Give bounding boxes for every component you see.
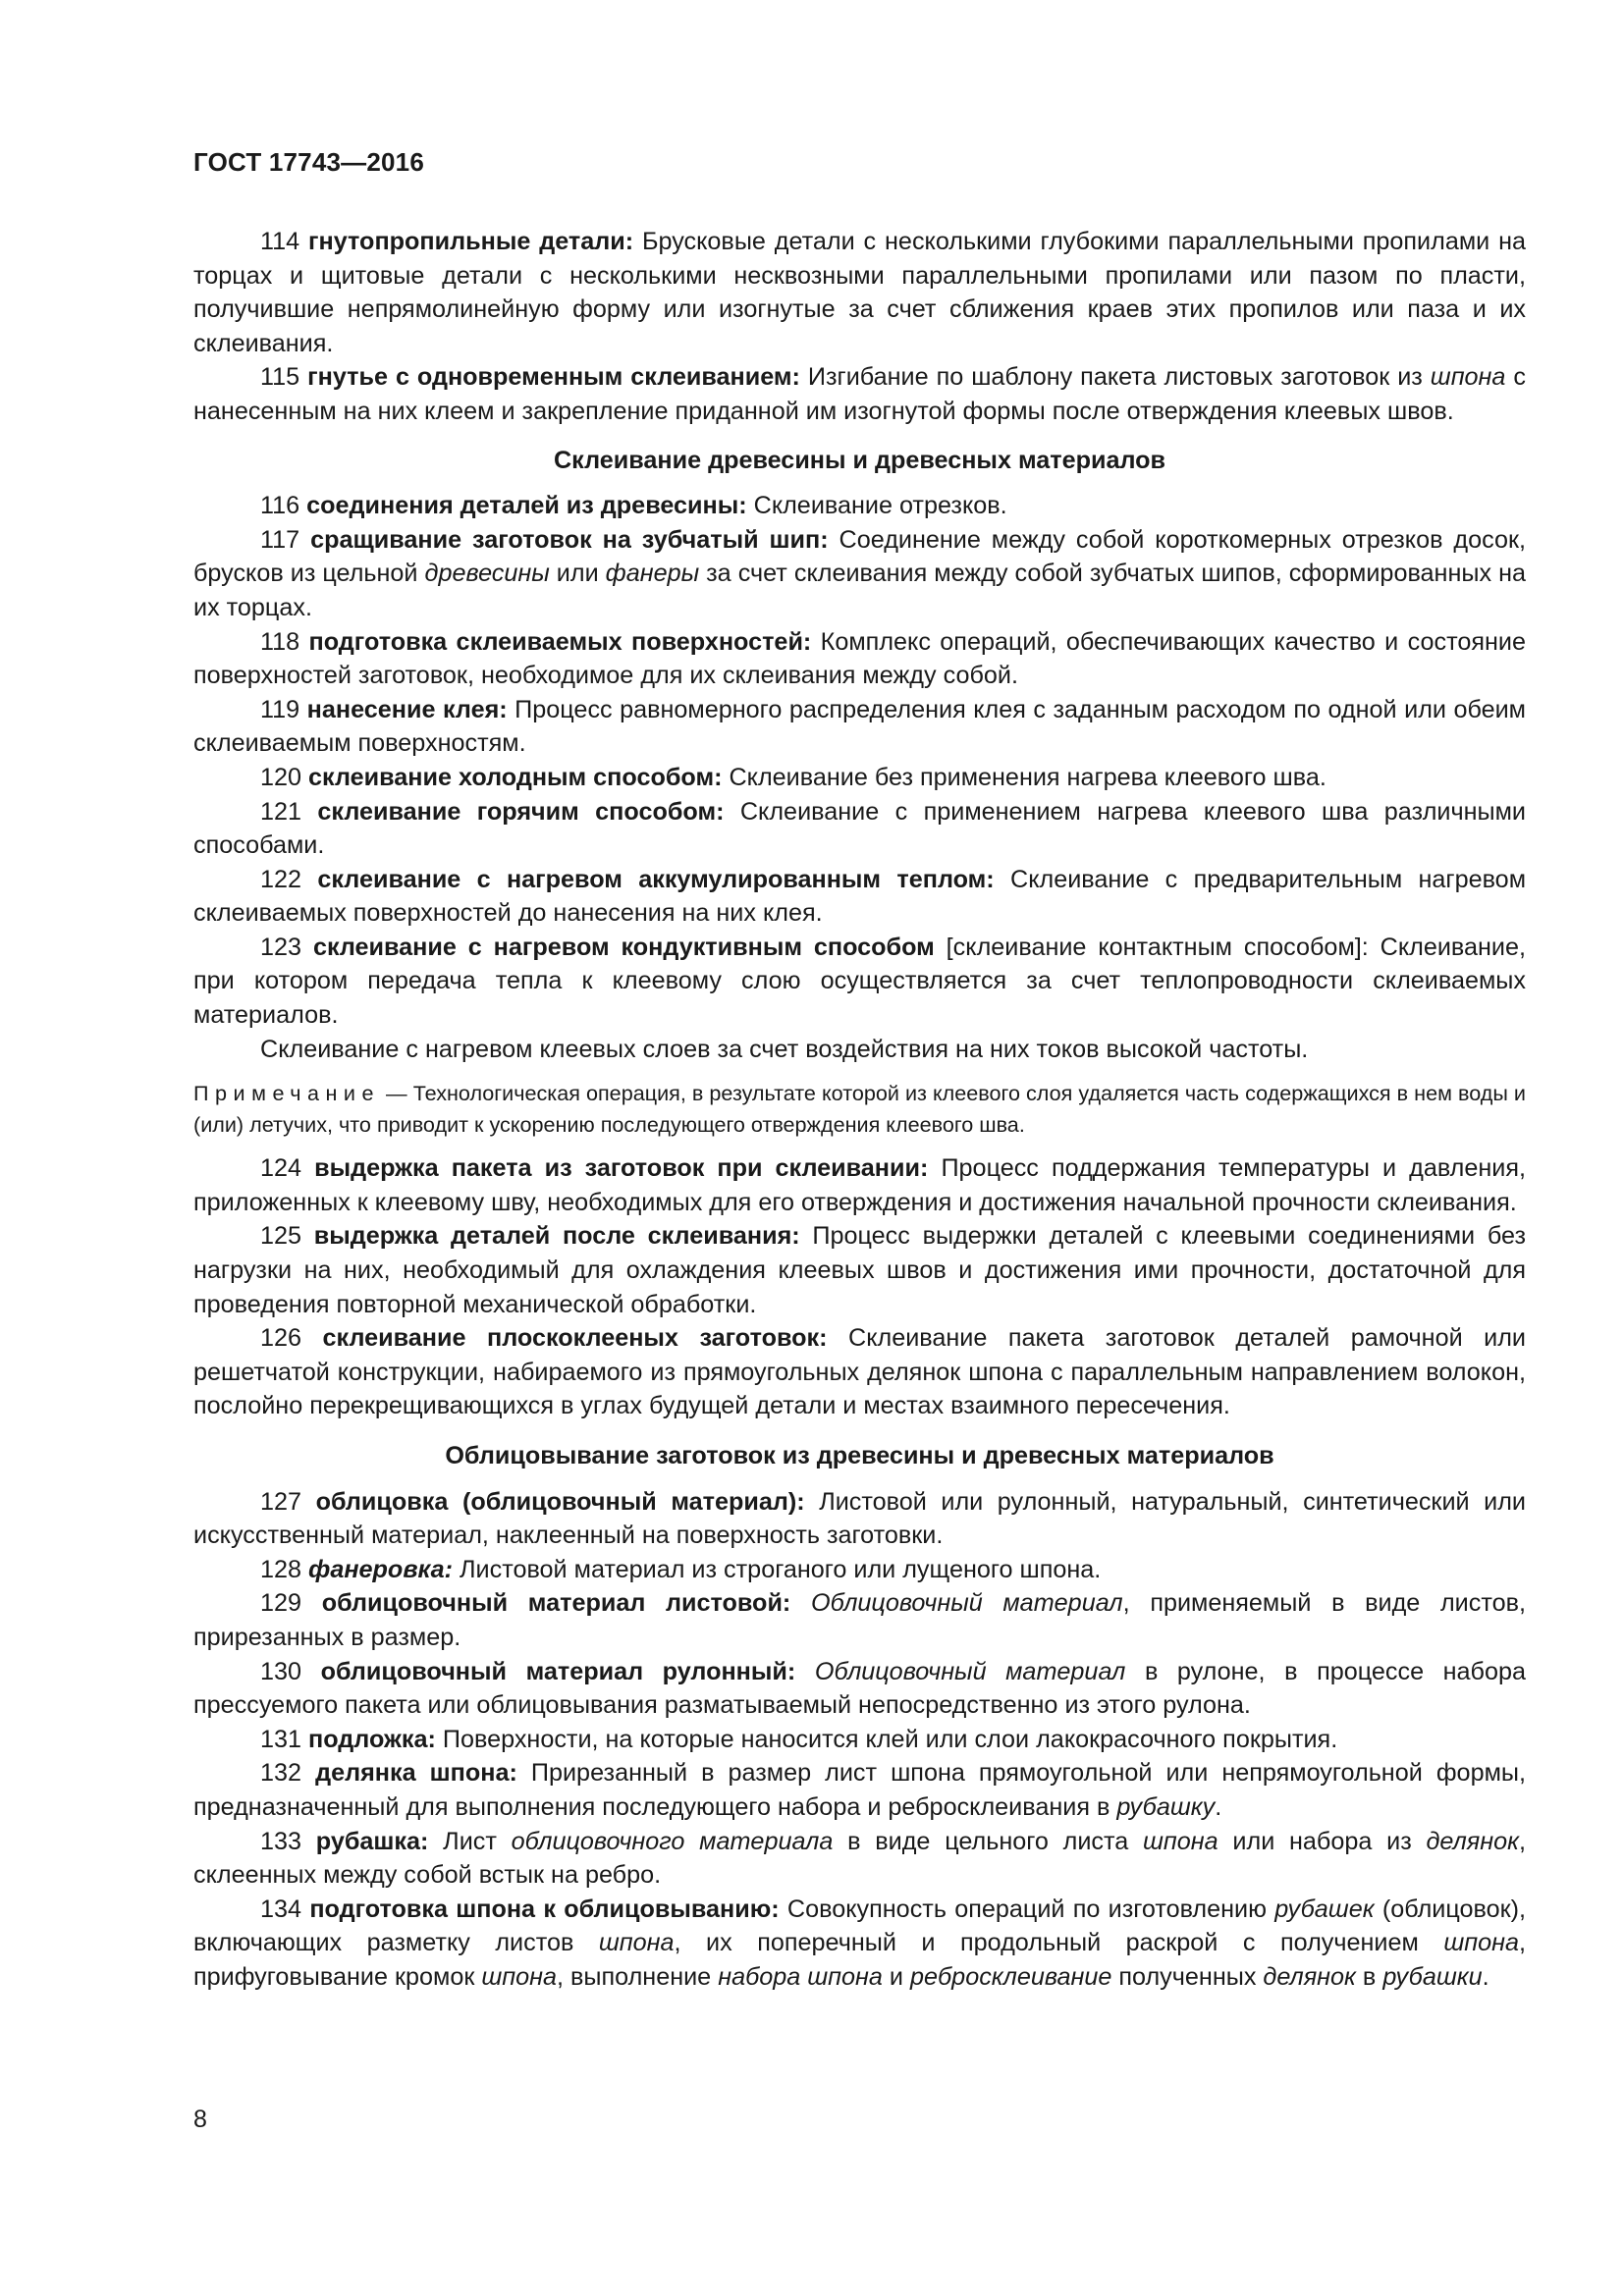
- term-name: склеивание холодным способом:: [308, 763, 723, 791]
- term-definition: , применяемый в виде листов, прирезанных в размер.: [193, 1589, 1526, 1651]
- term-definition: полученных: [1111, 1962, 1264, 1991]
- term-reference: Облицовочный материал: [814, 1657, 1126, 1685]
- term-number: 119: [260, 695, 300, 723]
- term-definition: Поверхности, на которые наносится клей или слои лакокрасочного покрытия.: [435, 1725, 1338, 1753]
- term-definition: Прирезанный в размер лист шпона прямоугольной или непрямоугольной формы, предназначенный для выполнения последующего набора и ребросклеивания в: [193, 1759, 1526, 1821]
- term-name: нанесение клея:: [306, 695, 508, 723]
- term-entry-118: [193, 625, 1526, 693]
- term-entry-119: [193, 693, 1526, 761]
- term-reference: рубашки: [1382, 1962, 1483, 1991]
- term-entry-131: [193, 1723, 1526, 1757]
- term-definition: .: [1215, 1792, 1222, 1821]
- term-number: 121: [260, 797, 302, 826]
- term-reference: рубашек: [1274, 1895, 1375, 1923]
- term-definition: Процесс выдержки деталей с клеевыми соединениями без нагрузки на них, необходимый для охлаждения клеевых швов и достижения ими прочности, достаточной для проведения повторной механической обработки.: [193, 1222, 1527, 1318]
- term-entry-121: [193, 795, 1526, 863]
- term-entry-126: [193, 1321, 1526, 1423]
- term-definition: и: [882, 1962, 910, 1991]
- term-reference: фанеры: [605, 560, 700, 588]
- term-definition: с нанесенным на них клеем и закрепление приданной им изогнутой формы после отверждения клеевых швов.: [193, 363, 1526, 425]
- term-name: склеивание с нагревом аккумулированным теплом:: [317, 865, 995, 893]
- term-definition: .: [1482, 1962, 1489, 1991]
- term-number: 116: [260, 492, 300, 520]
- term-name: подготовка шпона к облицовыванию:: [309, 1895, 780, 1923]
- page-number: 8: [193, 2106, 207, 2133]
- term-definition: , прифуговывание кромок: [193, 1929, 1526, 1991]
- term-definition: Процесс поддержания температуры и давления, приложенных к клеевому шву, необходимых для его отверждения и достижения начальной прочности склеивания.: [193, 1154, 1526, 1216]
- term-entry-115: [193, 360, 1526, 428]
- term-definition: Листовой материал из строганого или лущеного шпона.: [453, 1555, 1102, 1583]
- term-number: 128: [260, 1555, 302, 1583]
- term-definition: Склеивание с предварительным нагревом склеиваемых поверхностей до нанесения на них клея.: [193, 865, 1527, 928]
- term-name: гнутопропильные детали:: [308, 228, 634, 255]
- term-name: выдержка деталей после склеивания:: [313, 1222, 800, 1251]
- term-number: 120: [260, 763, 302, 791]
- term-reference: шпона: [481, 1962, 558, 1991]
- term-entry-133: [193, 1825, 1526, 1893]
- term-reference: шпона: [1143, 1827, 1218, 1855]
- term-definition: , склеенных между собой встык на ребро.: [193, 1827, 1527, 1890]
- term-reference: рубашку: [1116, 1792, 1216, 1821]
- term-definition: [склеивание контактным способом]: Склеивание, при котором передача тепла к клеевому слою осуществляется за счет теплопроводности склеиваемых материалов.: [193, 933, 1527, 1030]
- term-name: облицовочный материал рулонный:: [320, 1657, 796, 1685]
- term-entry-114: [193, 225, 1526, 360]
- term-reference: облицовочного материала: [511, 1827, 834, 1855]
- term-entry-120: [193, 761, 1526, 795]
- term-number: 130: [260, 1657, 302, 1685]
- term-definition: Комплекс операций, обеспечивающих качество и состояние поверхностей заготовок, необходимое для их склеивания между собой.: [193, 627, 1526, 690]
- term-definition: Склеивание пакета заготовок деталей рамочной или решетчатой конструкции, набираемого из прямоугольных делянок шпона с параллельным направлением волокон, послойно перекрещивающихся в углах будущей детали и местах взаимного пересечения.: [193, 1324, 1526, 1420]
- term-entry-128: [193, 1553, 1526, 1587]
- term-number: 127: [260, 1487, 302, 1516]
- term-definition: Листовой или рулонный, натуральный, синтетический или искусственный материал, наклеенный на поверхность заготовки.: [193, 1487, 1526, 1550]
- note-label: Примечание: [193, 1081, 380, 1106]
- term-entry-117: [193, 523, 1526, 625]
- term-reference: ребросклеивание: [910, 1962, 1112, 1991]
- term-entry-123: [193, 931, 1526, 1033]
- term-definition: [790, 1589, 811, 1617]
- term-number: 118: [260, 627, 300, 656]
- term-reference: шпона: [1443, 1929, 1519, 1957]
- term-definition: Изгибание по шаблону пакета листовых заготовок из: [799, 363, 1431, 392]
- term-definition: или набора из: [1218, 1827, 1427, 1855]
- term-number: 133: [260, 1827, 302, 1855]
- term-number: 123: [260, 933, 302, 961]
- term-definition: [795, 1658, 815, 1685]
- term-entry-129: [193, 1586, 1526, 1654]
- term-entry-124: [193, 1151, 1526, 1219]
- term-entry-130: [193, 1655, 1526, 1723]
- term-definition: Склеивание с применением нагрева клеевого шва различными способами.: [193, 797, 1526, 860]
- term-name: выдержка пакета из заготовок при склеивании:: [314, 1154, 929, 1183]
- term-reference: шпона: [598, 1929, 675, 1957]
- term-number: 131: [260, 1725, 302, 1753]
- term-definition: Склеивание без применения нагрева клеевого шва.: [722, 763, 1326, 791]
- term-number: 129: [260, 1589, 302, 1618]
- term-entry-127: [193, 1485, 1526, 1553]
- term-name: фанеровка:: [308, 1555, 453, 1583]
- term-definition: или: [549, 560, 606, 588]
- term-definition: в виде цельного листа: [833, 1827, 1144, 1855]
- term-number: 124: [260, 1154, 302, 1183]
- term-definition: в: [1355, 1962, 1383, 1991]
- paragraph: Склеивание с нагревом клеевых слоев за счет воздействия на них токов высокой частоты.: [260, 1035, 1309, 1063]
- note-text: — Технологическая операция, в результате которой из клеевого слоя удаляется часть содержащихся в нем воды и (или) летучих, что приводит к ускорению последующего отверждения клеевого шва.: [193, 1081, 1526, 1137]
- term-name: сращивание заготовок на зубчатый шип:: [310, 525, 829, 554]
- note: [193, 1078, 1526, 1140]
- term-definition: Совокупность операций по изготовлению: [779, 1895, 1275, 1923]
- term-definition: (облицовок), включающих разметку листов: [193, 1895, 1527, 1957]
- term-definition: за счет склеивания между собой зубчатых шипов, сформированных на их торцах.: [193, 560, 1526, 621]
- term-definition: в рулоне, в процессе набора прессуемого пакета или облицовывания разматываемый непосредственно из этого рулона.: [193, 1657, 1527, 1720]
- term-definition: , их поперечный и продольный раскрой с получением: [674, 1929, 1444, 1957]
- term-number: 126: [260, 1324, 302, 1353]
- term-definition: Процесс равномерного распределения клея с заданным расходом по одной или обеим склеиваемым поверхностям.: [193, 695, 1526, 758]
- section-heading: Склеивание древесины и древесных материалов: [553, 446, 1166, 474]
- term-number: 115: [260, 363, 300, 392]
- section-heading: Облицовывание заготовок из древесины и древесных материалов: [445, 1442, 1274, 1469]
- term-definition: , выполнение: [557, 1962, 719, 1991]
- term-name: подготовка склеиваемых поверхностей:: [308, 627, 812, 656]
- document-body: [193, 225, 1526, 1995]
- term-name: делянка шпона:: [315, 1759, 517, 1788]
- term-entry-134: [193, 1893, 1526, 1995]
- term-reference: Облицовочный материал: [811, 1589, 1123, 1618]
- term-number: 132: [260, 1759, 302, 1788]
- term-definition: Склеивание отрезков.: [746, 492, 1007, 520]
- term-name: склеивание с нагревом кондуктивным способом: [312, 933, 935, 961]
- term-name: склеивание горячим способом:: [317, 797, 725, 826]
- term-number: 125: [260, 1222, 302, 1251]
- term-reference: шпона: [1430, 363, 1506, 392]
- term-name: рубашка:: [315, 1827, 429, 1855]
- term-name: склеивание плоскоклееных заготовок:: [322, 1324, 828, 1353]
- term-number: 114: [260, 228, 300, 255]
- term-entry-125: [193, 1219, 1526, 1321]
- term-name: подложка:: [308, 1725, 436, 1753]
- term-name: гнутье с одновременным склеиванием:: [307, 363, 800, 392]
- term-name: соединения деталей из древесины:: [306, 492, 747, 520]
- term-definition: Соединение между собой короткомерных отрезков досок, брусков из цельной: [193, 525, 1527, 588]
- term-name: облицовка (облицовочный материал):: [315, 1487, 805, 1516]
- term-number: 117: [260, 525, 300, 554]
- term-entry-132: [193, 1756, 1526, 1824]
- document-header: ГОСТ 17743—2016: [193, 147, 424, 177]
- term-number: 134: [260, 1895, 302, 1923]
- term-reference: набора шпона: [718, 1962, 883, 1991]
- term-number: 122: [260, 865, 302, 893]
- term-definition: Лист: [428, 1827, 512, 1855]
- term-reference: делянок: [1426, 1827, 1520, 1855]
- term-name: облицовочный материал листовой:: [321, 1589, 791, 1618]
- term-reference: древесины: [424, 560, 550, 588]
- term-reference: делянок: [1263, 1962, 1356, 1991]
- term-entry-122: [193, 863, 1526, 931]
- term-entry-116: [193, 489, 1526, 523]
- term-definition: Брусковые детали с несколькими глубокими параллельными пропилами на торцах и щитовые детали с несколькими несквозными параллельными пропилами или пазом по пласти, получившие непрямолинейную форму или изогнутые за счет сближения краев этих пропилов или паза и их склеивания.: [193, 228, 1527, 357]
